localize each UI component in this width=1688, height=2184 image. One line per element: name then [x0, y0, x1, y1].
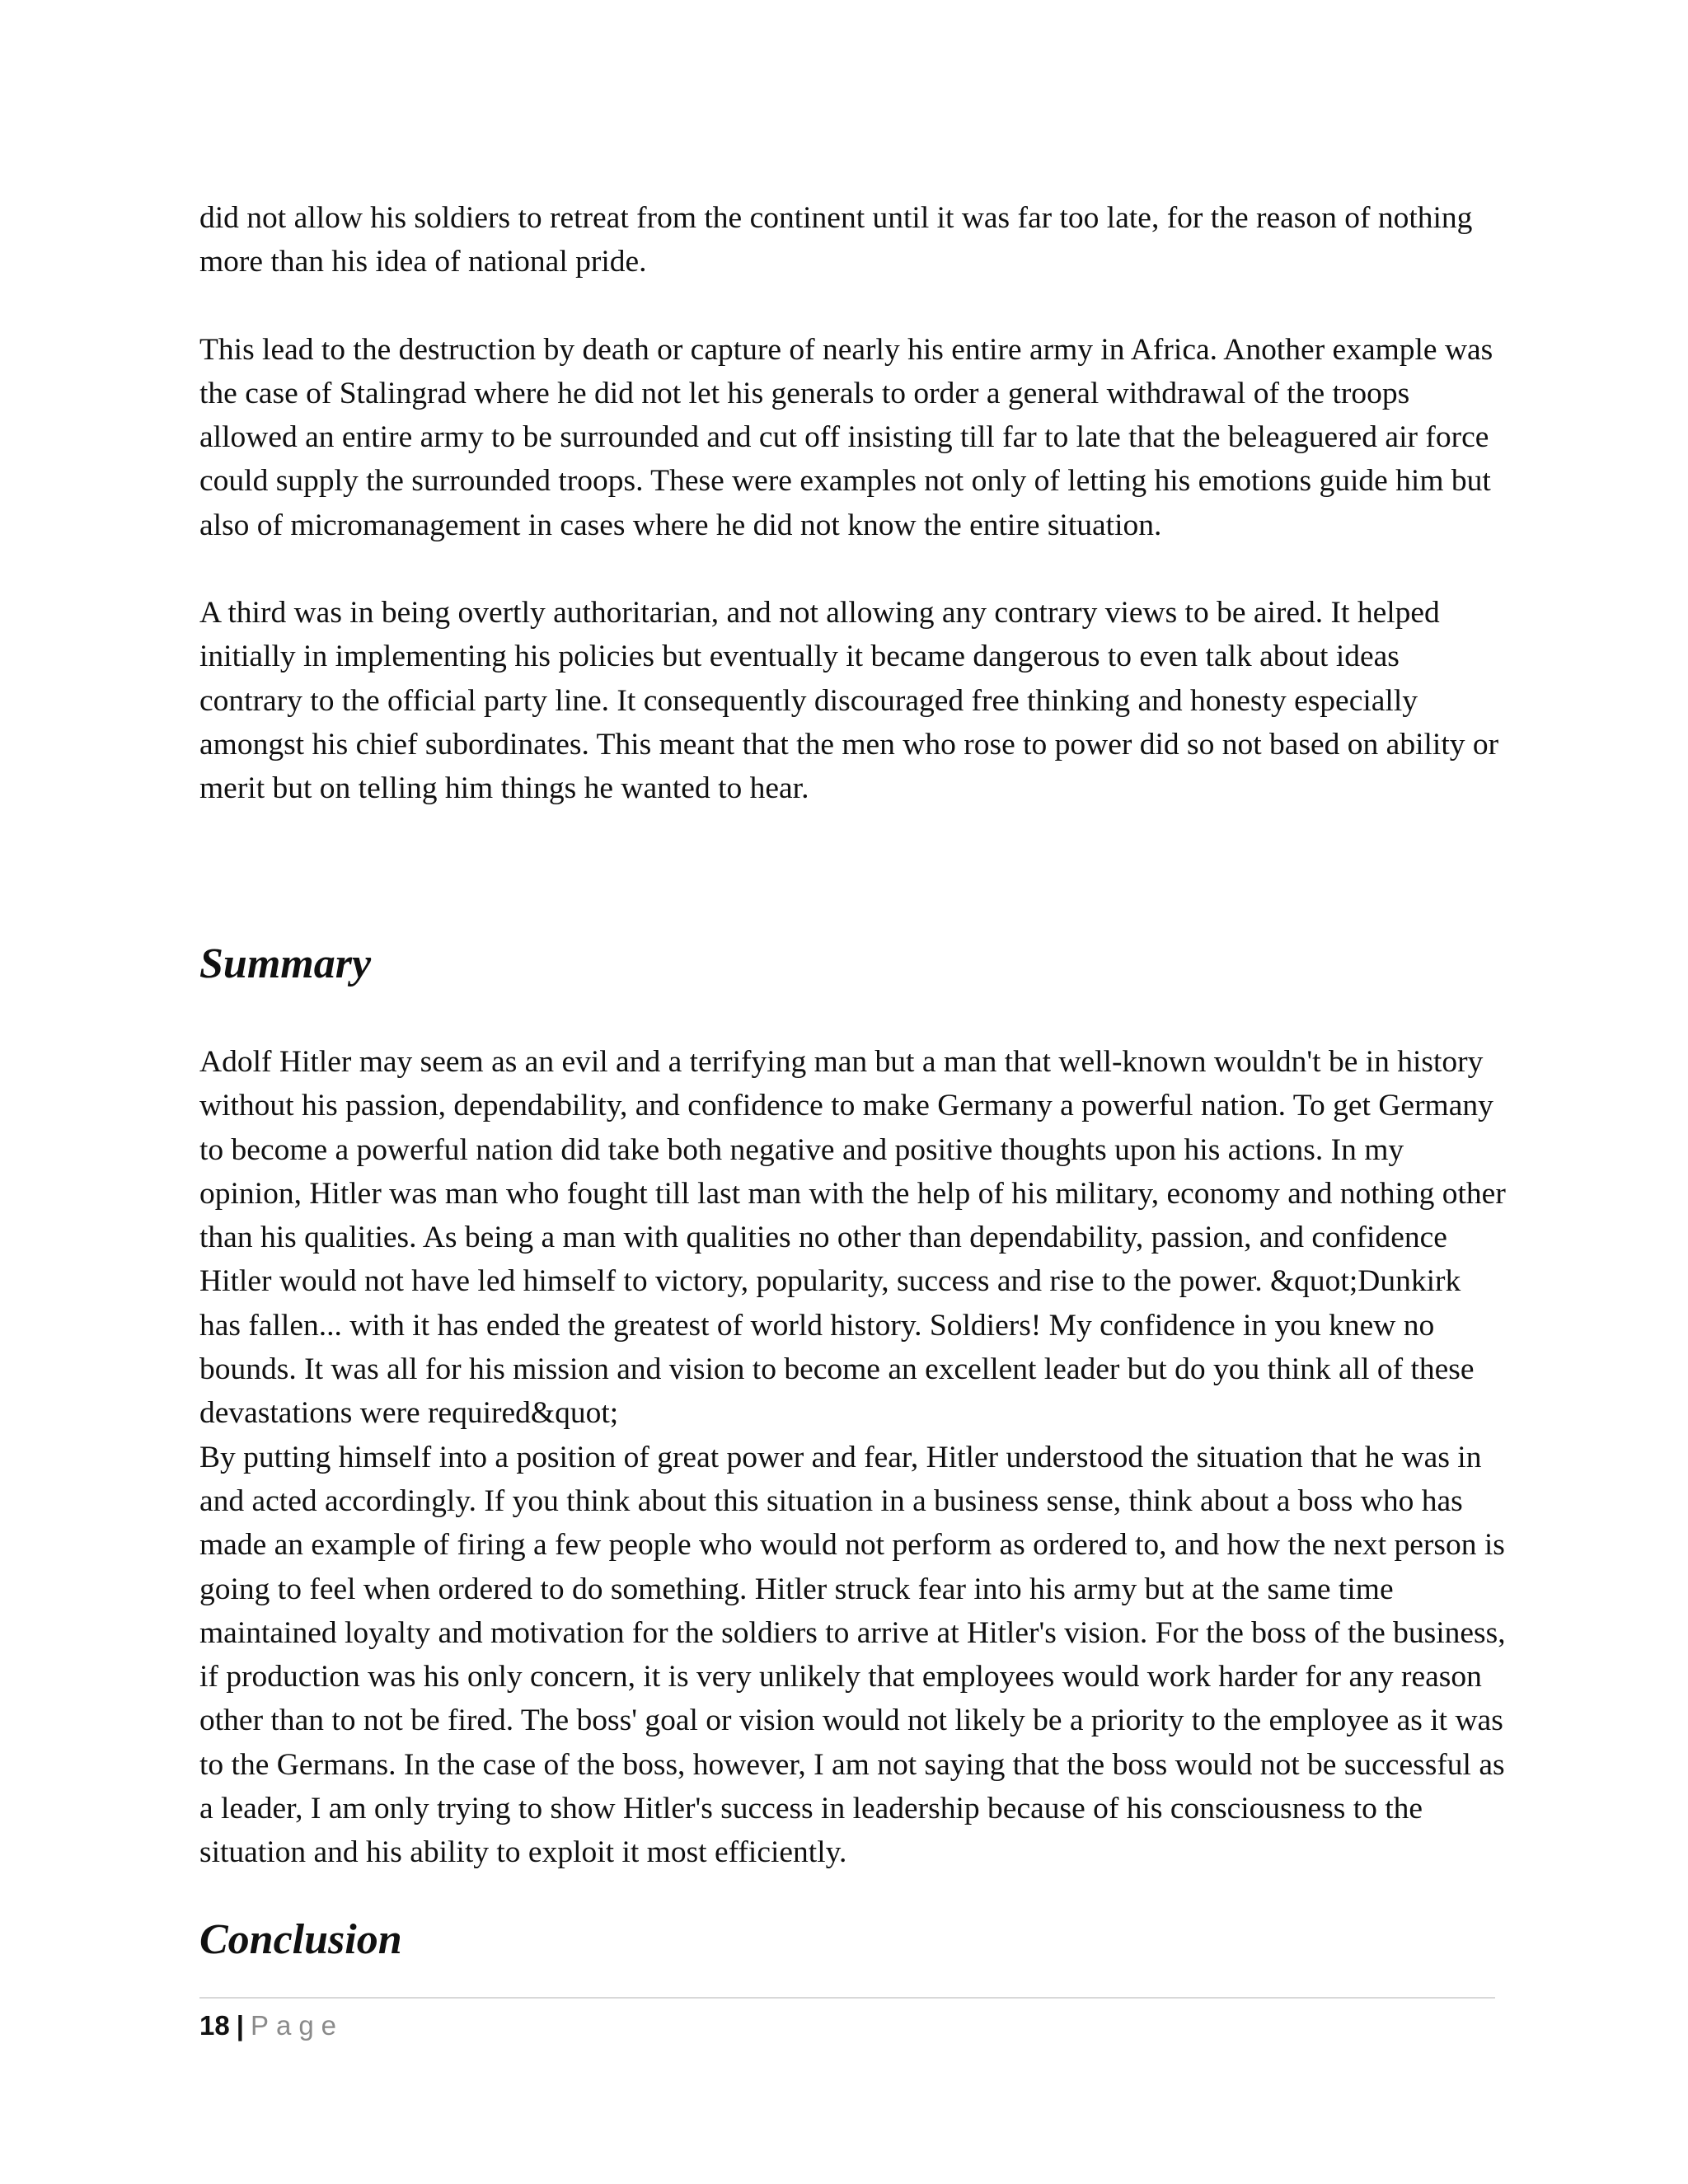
conclusion-heading: Conclusion [199, 1916, 402, 1963]
summary-paragraph-1: Adolf Hitler may seem as an evil and a terrifying man but a man that well-known wouldn't be in history without his passion, dependability, and confidence to make Germany a powerful nation. To get Germany to become a powerful nation did take both negative and positive thoughts upon his actions. In my opinion, Hitler was man who fought till last man with the help of his military, economy and nothing other than his qualities. As being a man with qualities no other than dependability, passion, and confidence Hitler would not have led himself to victory, popularity, success and rise to the power. &quot;Dunkirk has fallen... with it has ended the greatest of world history. Soldiers! My confidence in you knew no bounds. It was all for his mission and vision to become an excellent leader but do you think all of these devastations were required&quot; [199, 1045, 1506, 1431]
body-text [199, 196, 1502, 811]
summary-body [199, 1040, 1506, 1875]
page-number: 18 [199, 2010, 230, 2041]
body-paragraph-2: This lead to the destruction by death or capture of nearly his entire army in Africa. Another example was the case of Stalingrad where he did not let his generals to order a general withdrawal of the troops allowed an entire army to be surrounded and cut off insisting till far to late that the beleaguered air force could supply the surrounded troops. These were examples not only of letting his emotions guide him but also of micromanagement in cases where he did not know the entire situation. [199, 332, 1493, 542]
footer-separator: | [236, 2010, 244, 2041]
page-label: Page [250, 2010, 345, 2041]
summary-heading: Summary [199, 940, 372, 987]
body-paragraph-1: did not allow his soldiers to retreat from the continent until it was far too late, for the reason of nothing more than his idea of national pride. [199, 201, 1473, 279]
footer-divider [199, 1997, 1495, 1999]
body-paragraph-3: A third was in being overtly authoritarian, and not allowing any contrary views to be aired. It helped initially in implementing his policies but eventually it became dangerous to even talk about ideas contrary to the official party line. It consequently discouraged free thinking and honesty especially amongst his chief subordinates. This meant that the men who rose to power did so not based on ability or merit but on telling him things he wanted to hear. [199, 596, 1499, 806]
summary-paragraph-2: By putting himself into a position of great power and fear, Hitler understood the situation that he was in and acted accordingly. If you think about this situation in a business sense, think about a boss who has made an example of firing a few people who would not perform as ordered to, and how the next person is going to feel when ordered to do something. Hitler struck fear into his army but at the same time maintained loyalty and motivation for the soldiers to arrive at Hitler's vision. For the boss of the business, if production was his only concern, it is very unlikely that employees would work harder for any reason other than to not be fired. The boss' goal or vision would not likely be a priority to the employee as it was to the Germans. In the case of the boss, however, I am not saying that the boss would not be successful as a leader, I am only trying to show Hitler's success in leadership because of his consciousness to the situation and his ability to exploit it most efficiently. [199, 1440, 1506, 1870]
page-footer [199, 2009, 344, 2042]
